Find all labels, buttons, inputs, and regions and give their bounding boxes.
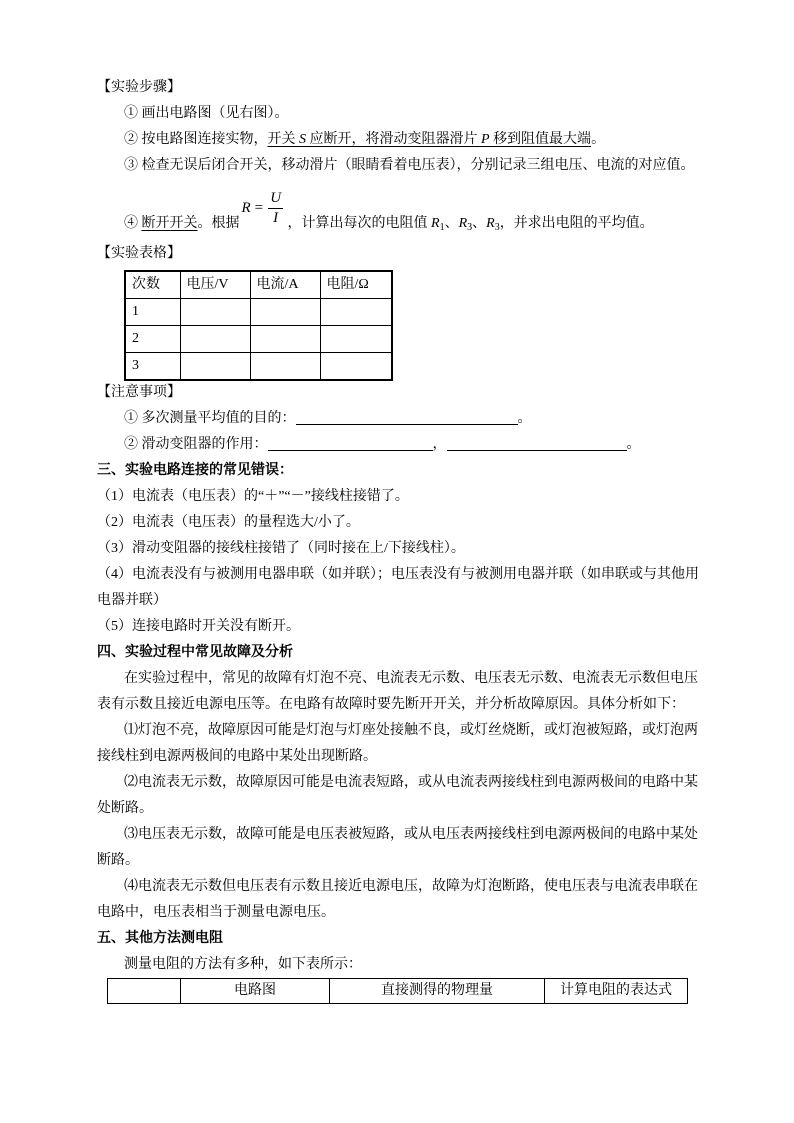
error-item: （5）连接电路时开关没有断开。 — [97, 619, 300, 634]
resistor-3-subscript: 3 — [494, 222, 500, 233]
other-methods-heading: 五、其他方法测电阻 — [97, 931, 223, 946]
step-2-text-b: 应断开，将滑动变阻器滑片 — [306, 132, 481, 147]
step-4-tail: ，并求出电阻的平均值。 — [499, 216, 654, 231]
formula-equals: = — [254, 200, 264, 216]
error-item: （2）电流表（电压表）的量程选大/小了。 — [97, 515, 360, 530]
fault-item-continued: 处断路。 — [97, 801, 153, 816]
header-cell-count: 次数 — [125, 271, 180, 299]
ohms-law-formula — [242, 186, 284, 230]
table-cell — [180, 353, 250, 381]
formula-numerator: U — [270, 189, 282, 206]
step-4-text-a: 。根据 — [197, 216, 240, 231]
answer-blank — [268, 438, 433, 451]
header-cell-measured: 直接测得的物理量 — [330, 979, 545, 1004]
table-row — [125, 299, 392, 326]
page-content — [97, 75, 717, 1003]
fault-item: ⑴灯泡不亮，故障原因可能是灯泡与灯座处接触不良，或灯丝烧断，或灯泡被短路，或灯泡两 — [124, 723, 698, 738]
error-item: （4）电流表没有与被测用电器串联（如并联）；电压表没有与被测用电器并联（如串联或与其他用 — [97, 567, 699, 582]
table-cell-index: 1 — [125, 299, 180, 326]
switch-symbol: S — [299, 132, 306, 147]
step-2-suffix: 。 — [591, 132, 606, 147]
answer-blank — [296, 412, 518, 425]
errors-heading: 三、实验电路连接的常见错误： — [97, 463, 293, 478]
error-item-continued: 电器并联） — [97, 593, 167, 608]
table-cell — [320, 299, 392, 326]
step-3: ③ 检查无误后闭合开关，移动滑片（眼睛看着电压表），分别记录三组电压、电流的对应值。 — [124, 158, 695, 173]
note-2 — [97, 432, 717, 458]
table-header-row — [125, 271, 392, 299]
resistor-3-symbol: R — [486, 216, 495, 231]
table-cell — [250, 299, 320, 326]
header-cell-current: 电流/A — [250, 271, 320, 299]
note-1-end: 。 — [517, 411, 532, 426]
step-4-number: ④ — [124, 216, 142, 231]
faults-heading: 四、实验过程中常见故障及分析 — [97, 645, 293, 660]
note-2-end: 。 — [626, 437, 641, 452]
other-methods-intro: 测量电阻的方法有多种，如下表所示： — [124, 957, 362, 972]
table-cell — [320, 353, 392, 381]
fault-item: ⑷电流表无示数但电压表有示数且接近电源电压，故障为灯泡断路，使电压表与电流表串联在 — [124, 879, 698, 894]
fault-item: ⑵电流表无示数，故障原因可能是电流表短路，或从电流表两接线柱到电源两极间的电路中某 — [124, 775, 698, 790]
resistor-1-symbol: R — [431, 216, 440, 231]
slider-symbol: P — [481, 132, 490, 147]
step-4-text-b: ，计算出每次的电阻值 — [287, 216, 431, 231]
error-item: （1）电流表（电压表）的“＋”“－”接线柱接错了。 — [97, 489, 409, 504]
header-cell-empty — [108, 979, 181, 1004]
step-2-text-c: 移到阻值最大端 — [489, 132, 592, 147]
formula-fraction — [268, 189, 283, 228]
methods-table-header-row — [108, 979, 688, 1004]
table-cell — [180, 299, 250, 326]
faults-intro-continued: 表有示数且接近电源电压等。在电路有故障时要先断开开关，并分析故障原因。具体分析如下： — [97, 697, 685, 712]
data-table — [124, 270, 393, 381]
step-4-underlined: 断开开关 — [141, 216, 198, 231]
note-2-comma: ， — [432, 437, 447, 452]
separator: 、 — [472, 216, 487, 231]
answer-blank — [447, 438, 627, 451]
formula-slot — [240, 189, 288, 227]
header-cell-circuit: 电路图 — [181, 979, 330, 1004]
fault-item-continued: 断路。 — [97, 853, 139, 868]
resistor-2-symbol: R — [458, 216, 468, 231]
resistor-2-subscript: 3 — [467, 222, 473, 233]
data-table-wrapper — [124, 270, 717, 378]
step-2 — [97, 127, 717, 153]
resistor-1-subscript: 1 — [439, 222, 445, 233]
step-1: ① 画出电路图（见右图）。 — [124, 106, 289, 121]
methods-table-wrapper — [107, 978, 717, 1003]
note-2-label: ② 滑动变阻器的作用： — [124, 437, 268, 452]
table-heading: 【实验表格】 — [97, 246, 181, 261]
step-2-underlined — [268, 132, 592, 147]
header-cell-expression: 计算电阻的表达式 — [545, 979, 688, 1004]
note-1 — [97, 406, 717, 432]
header-cell-voltage: 电压/V — [180, 271, 250, 299]
header-cell-resistance: 电阻/Ω — [320, 271, 392, 299]
table-cell — [250, 353, 320, 381]
formula-lhs: R — [241, 200, 251, 216]
methods-table — [107, 978, 688, 1004]
table-cell-index: 3 — [125, 353, 180, 381]
fault-item-continued: 电路中，电压表相当于测量电源电压。 — [97, 905, 335, 920]
step-4 — [97, 188, 717, 237]
table-cell — [320, 326, 392, 353]
fault-item: ⑶电压表无示数，故障可能是电压表被短路，或从电压表两接线柱到电源两极间的电路中某处 — [124, 827, 698, 842]
table-cell — [250, 326, 320, 353]
formula-denominator: I — [273, 209, 279, 226]
steps-heading: 【实验步骤】 — [97, 80, 181, 95]
step-2-prefix: ② 按电路图连接实物， — [124, 132, 268, 147]
table-cell — [180, 326, 250, 353]
faults-intro: 在实验过程中，常见的故障有灯泡不亮、电流表无示数、电压表无示数、电流表无示数但电压 — [124, 671, 698, 686]
fault-item-continued: 接线柱到电源两极间的电路中某处出现断路。 — [97, 749, 377, 764]
note-1-label: ① 多次测量平均值的目的： — [124, 411, 296, 426]
table-row — [125, 326, 392, 353]
table-cell-index: 2 — [125, 326, 180, 353]
separator: 、 — [444, 216, 459, 231]
table-row — [125, 353, 392, 381]
error-item: （3）滑动变阻器的接线柱接错了（同时接在上/下接线柱）。 — [97, 541, 465, 556]
notes-heading: 【注意事项】 — [97, 385, 181, 400]
step-2-text-a: 开关 — [267, 132, 299, 147]
